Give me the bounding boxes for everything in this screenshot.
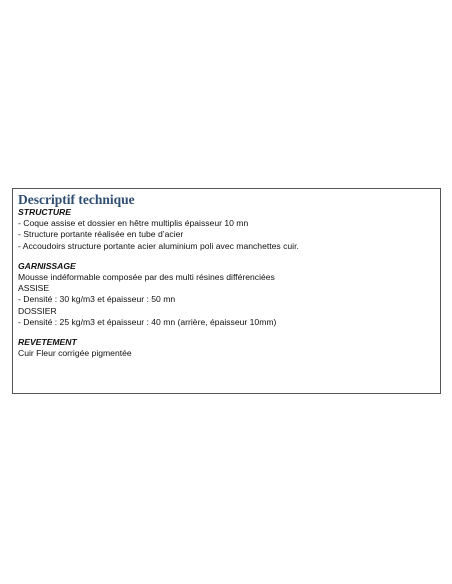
dossier-label: DOSSIER <box>18 305 57 316</box>
garnissage-heading: GARNISSAGE <box>18 260 76 271</box>
revetement-text: Cuir Fleur corrigée pigmentée <box>18 348 132 359</box>
structure-section <box>18 207 435 252</box>
revetement-heading: REVETEMENT <box>18 337 77 348</box>
spec-title: Descriptif technique <box>18 192 135 207</box>
garnissage-intro: Mousse indéformable composée par des multi résines différenciées <box>18 272 275 283</box>
section-spacer <box>18 328 435 337</box>
structure-item: - Structure portante réalisée en tube d’acier <box>18 229 184 240</box>
technical-spec-box <box>12 188 441 394</box>
assise-label: ASSISE <box>18 283 50 294</box>
section-spacer <box>18 252 435 261</box>
revetement-section <box>18 337 435 359</box>
structure-item: - Coque assise et dossier en hêtre multiplis épaisseur 10 mn <box>18 218 249 229</box>
assise-value: - Densité : 30 kg/m3 et épaisseur : 50 mn <box>18 294 176 305</box>
structure-heading: STRUCTURE <box>18 207 71 217</box>
garnissage-section <box>18 261 435 328</box>
dossier-value: - Densité : 25 kg/m3 et épaisseur : 40 mn (arrière, épaisseur 10mm) <box>18 316 277 327</box>
structure-item: - Accoudoirs structure portante acier aluminium poli avec manchettes cuir. <box>18 240 299 251</box>
